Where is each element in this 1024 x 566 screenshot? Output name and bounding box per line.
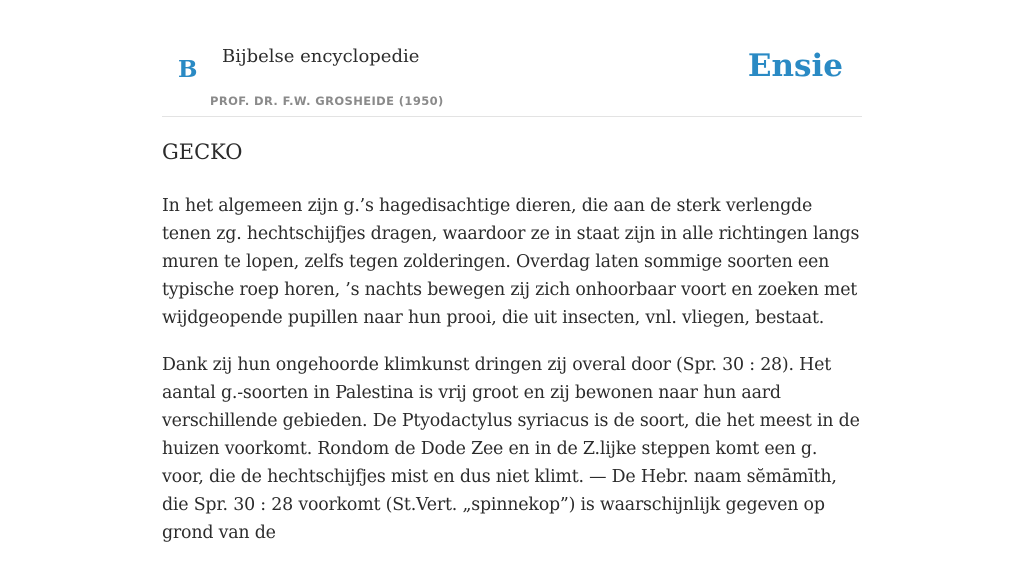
book-title[interactable]: Bijbelse encyclopedie	[222, 46, 420, 67]
brand-logo[interactable]: Ensie	[747, 48, 843, 84]
entry-title: GECKO	[162, 140, 243, 164]
page-header	[162, 0, 862, 117]
page-container	[162, 0, 862, 543]
author-line: PROF. DR. F.W. GROSHEIDE (1950)	[210, 94, 444, 108]
book-logo[interactable]: B	[178, 56, 198, 83]
paragraph-2: Dank zij hun ongehoorde klimkunst dringen zij overal door (Spr. 30 : 28). Het aantal g.-soorten in Palestina is vrij groot en zij bewonen naar hun aard verschillende gebieden. De Ptyodactylus syriacus is de soort, die het meest in de huizen voorkomt. Rondom de Dode Zee en in de Z.lijke steppen komt een g. voor, die de hechtschijfjes mist en dus niet klimt. — De Hebr. naam sĕmāmīth, die Spr. 30 : 28 voorkomt (St.Vert. „spinnekop”) is waarschijnlijk gegeven op grond van de	[162, 355, 860, 543]
paragraph-1: In het algemeen zijn g.’s hagedisachtige dieren, die aan de sterk verlengde tenen zg. hechtschijfjes dragen, waardoor ze in staat zijn in alle richtingen langs muren te lopen, zelfs tegen zolderingen. Overdag laten sommige soorten een typische roep horen, ’s nachts bewegen zij zich onhoorbaar voort en zoeken met wijdgeopende pupillen naar hun prooi, die uit insecten, vnl. vliegen, bestaat.	[162, 196, 860, 328]
entry-body	[162, 192, 862, 566]
